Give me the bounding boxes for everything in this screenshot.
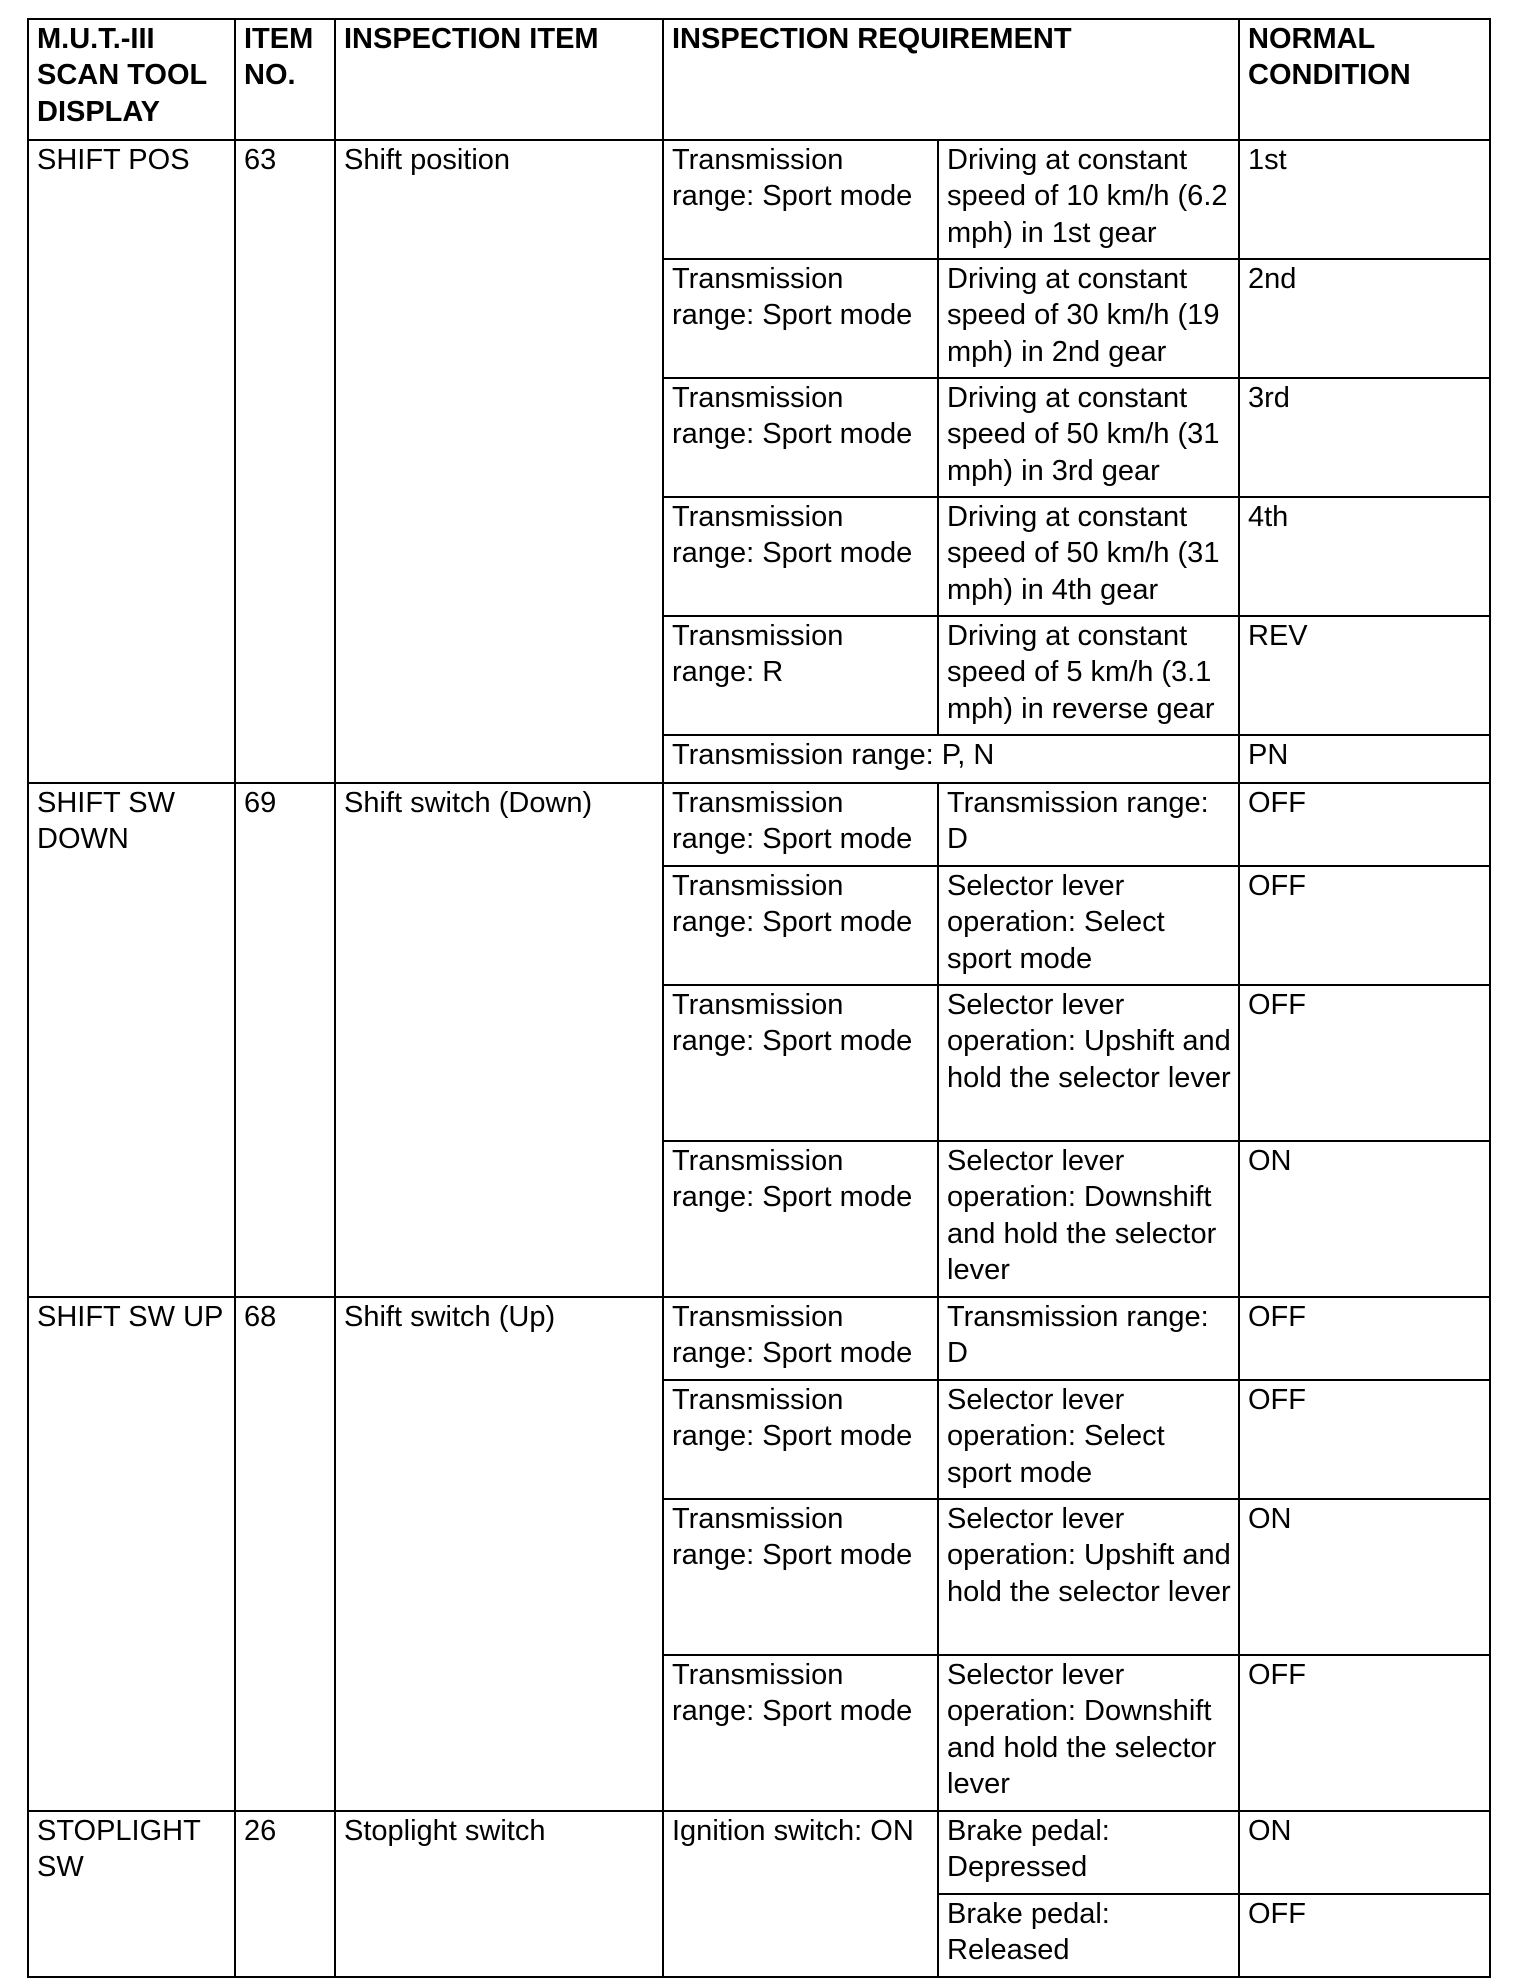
table-row [28, 1811, 1490, 1894]
inspection-item-cell: Stoplight switch [335, 1811, 663, 1977]
normal-condition-cell: 2nd [1239, 259, 1490, 378]
normal-condition-cell: OFF [1239, 1297, 1490, 1380]
requirement-cell: Transmission range: Sport mode [663, 1141, 938, 1297]
requirement-detail-cell: Selector lever operation: Select sport mode [938, 866, 1239, 985]
display-cell: STOPLIGHT SW [28, 1811, 235, 1977]
requirement-detail-cell: Brake pedal: Released [938, 1894, 1239, 1977]
normal-condition-cell: ON [1239, 1499, 1490, 1655]
header-item-no: ITEM NO. [235, 19, 335, 140]
requirement-cell: Transmission range: Sport mode [663, 783, 938, 866]
requirement-detail-cell: Driving at constant speed of 30 km/h (19 mph) in 2nd gear [938, 259, 1239, 378]
requirement-detail-cell: Brake pedal: Depressed [938, 1811, 1239, 1894]
normal-condition-cell: OFF [1239, 985, 1490, 1141]
requirement-detail-cell: Selector lever operation: Select sport mode [938, 1380, 1239, 1499]
normal-condition-cell: OFF [1239, 866, 1490, 985]
display-cell: SHIFT SW UP [28, 1297, 235, 1811]
normal-condition-cell: REV [1239, 616, 1490, 735]
requirement-cell: Transmission range: Sport mode [663, 497, 938, 616]
table-row [28, 783, 1490, 866]
normal-condition-cell: ON [1239, 1811, 1490, 1894]
requirement-detail-cell: Driving at constant speed of 5 km/h (3.1 mph) in reverse gear [938, 616, 1239, 735]
requirement-cell: Transmission range: Sport mode [663, 140, 938, 259]
normal-condition-cell: OFF [1239, 1655, 1490, 1811]
table-row [28, 1297, 1490, 1380]
normal-condition-cell: PN [1239, 735, 1490, 783]
display-cell: SHIFT SW DOWN [28, 783, 235, 1297]
inspection-table [27, 18, 1491, 1978]
requirement-detail-cell: Driving at constant speed of 50 km/h (31 mph) in 3rd gear [938, 378, 1239, 497]
requirement-cell: Transmission range: Sport mode [663, 1297, 938, 1380]
item-no-cell: 69 [235, 783, 335, 1297]
requirement-cell: Transmission range: Sport mode [663, 1499, 938, 1655]
header-normal-condition: NORMAL CONDITION [1239, 19, 1490, 140]
normal-condition-cell: OFF [1239, 1894, 1490, 1977]
table-row [28, 140, 1490, 259]
item-no-cell: 26 [235, 1811, 335, 1977]
requirement-detail-cell: Driving at constant speed of 50 km/h (31 mph) in 4th gear [938, 497, 1239, 616]
requirement-cell: Transmission range: R [663, 616, 938, 735]
header-inspection-requirement: INSPECTION REQUIREMENT [663, 19, 1239, 140]
requirement-cell: Transmission range: P, N [663, 735, 1239, 783]
header-row [28, 19, 1490, 140]
normal-condition-cell: 4th [1239, 497, 1490, 616]
requirement-detail-cell: Selector lever operation: Downshift and hold the selector lever [938, 1141, 1239, 1297]
requirement-detail-cell: Selector lever operation: Downshift and hold the selector lever [938, 1655, 1239, 1811]
requirement-detail-cell: Selector lever operation: Upshift and hold the selector lever [938, 985, 1239, 1141]
inspection-item-cell: Shift position [335, 140, 663, 783]
normal-condition-cell: 3rd [1239, 378, 1490, 497]
requirement-cell: Transmission range: Sport mode [663, 378, 938, 497]
requirement-detail-cell: Driving at constant speed of 10 km/h (6.2 mph) in 1st gear [938, 140, 1239, 259]
normal-condition-cell: OFF [1239, 783, 1490, 866]
requirement-cell: Transmission range: Sport mode [663, 985, 938, 1141]
header-display: M.U.T.-III SCAN TOOL DISPLAY [28, 19, 235, 140]
item-no-cell: 68 [235, 1297, 335, 1811]
inspection-item-cell: Shift switch (Up) [335, 1297, 663, 1811]
normal-condition-cell: 1st [1239, 140, 1490, 259]
requirement-detail-cell: Transmission range: D [938, 783, 1239, 866]
requirement-cell: Transmission range: Sport mode [663, 1380, 938, 1499]
header-inspection-item: INSPECTION ITEM [335, 19, 663, 140]
requirement-cell: Ignition switch: ON [663, 1811, 938, 1977]
requirement-detail-cell: Selector lever operation: Upshift and hold the selector lever [938, 1499, 1239, 1655]
requirement-cell: Transmission range: Sport mode [663, 259, 938, 378]
normal-condition-cell: ON [1239, 1141, 1490, 1297]
requirement-cell: Transmission range: Sport mode [663, 866, 938, 985]
normal-condition-cell: OFF [1239, 1380, 1490, 1499]
inspection-item-cell: Shift switch (Down) [335, 783, 663, 1297]
display-cell: SHIFT POS [28, 140, 235, 783]
requirement-cell: Transmission range: Sport mode [663, 1655, 938, 1811]
requirement-detail-cell: Transmission range: D [938, 1297, 1239, 1380]
item-no-cell: 63 [235, 140, 335, 783]
